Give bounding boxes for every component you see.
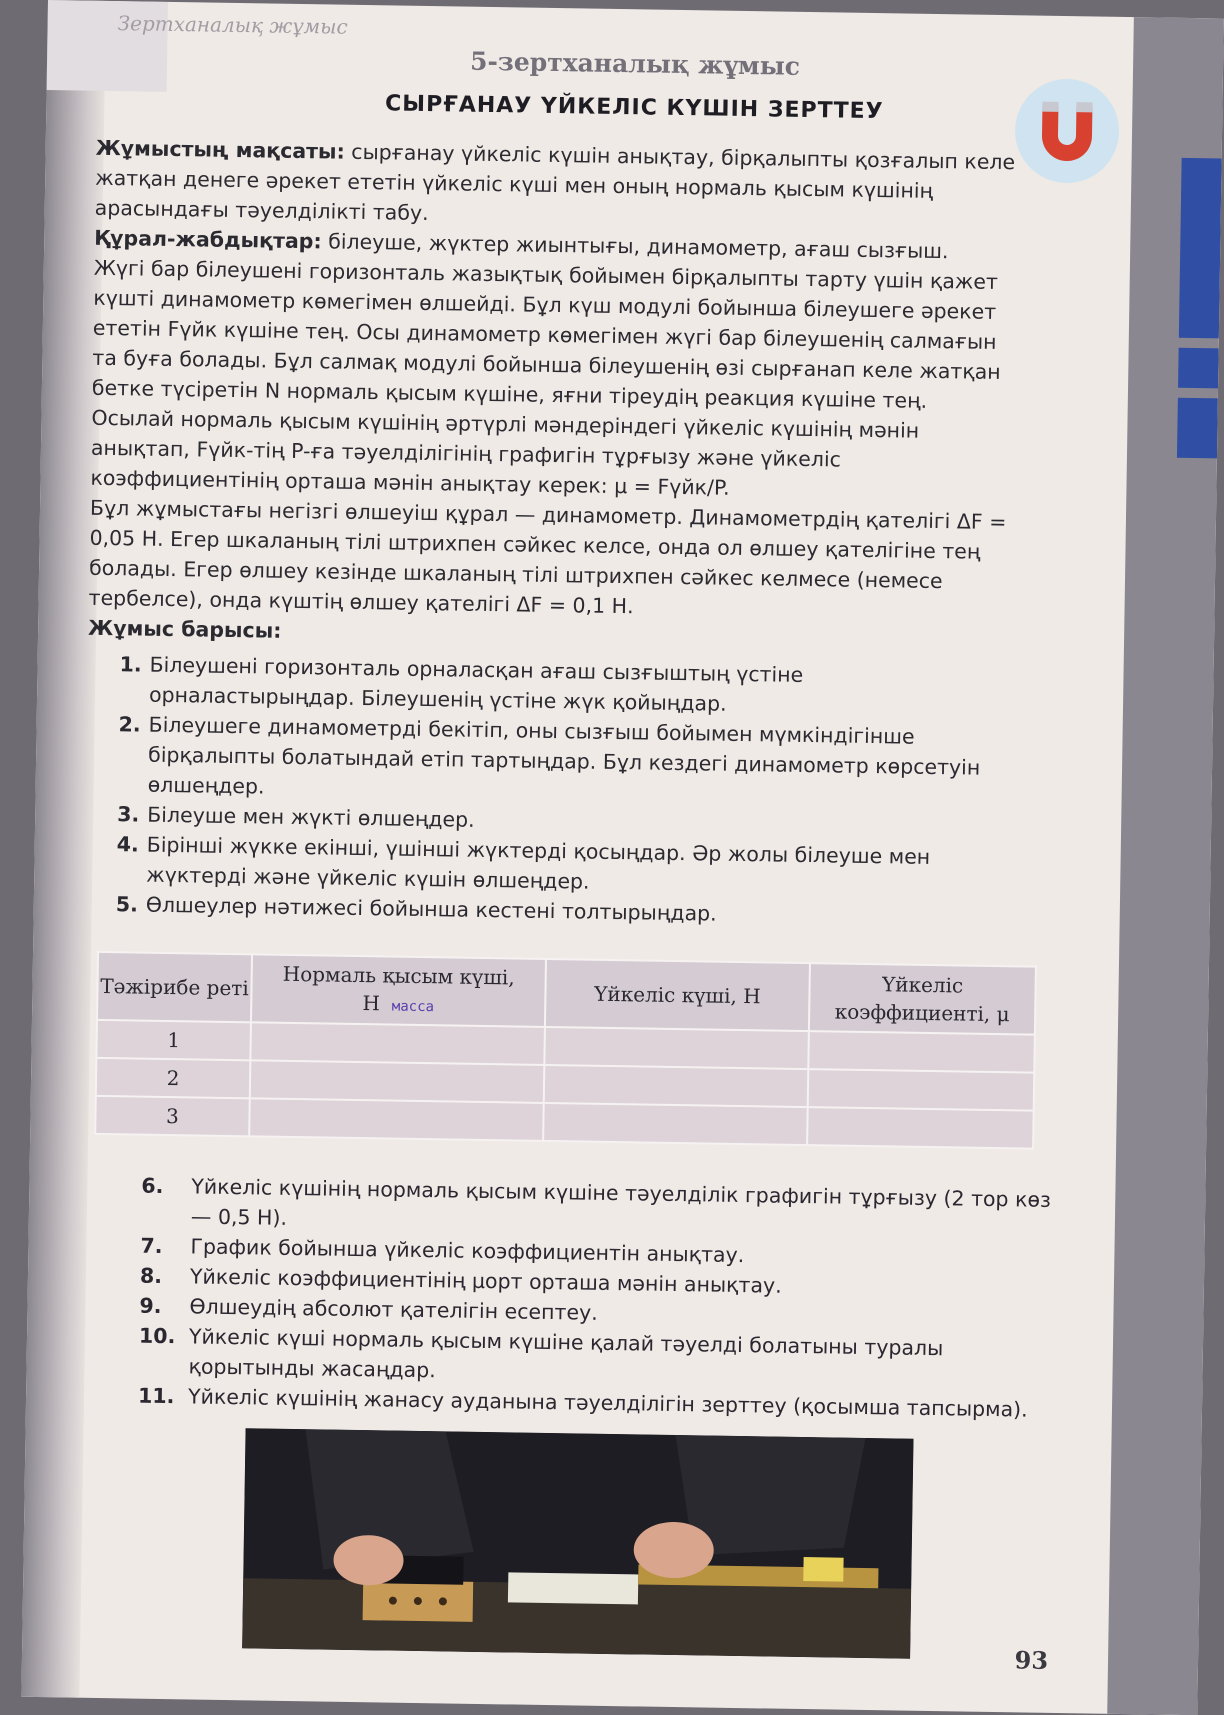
goal-paragraph (95, 133, 1016, 237)
experiment-photo (242, 1428, 913, 1658)
error-paragraph: Бұл жұмыстағы негізгі өлшеуіш құрал — динамометр. Динамометрдің қателігі ΔF = 0,05 Н. Егер шкаланың тілі штрихпен сәйкес келсе, онда ол өлшеу қателігіне тең болады. Егер өлшеу кезінде шкаланың тілі штрихпен сәйкес келмесе (немесе тербелсе), онда күштің өлшеу қателігі ΔF = 0,1 Н. (88, 495, 1007, 619)
procedure-steps-continued (76, 1169, 1060, 1424)
list-item: 6. Үйкеліс күшінің нормаль қысым күшіне тәуелділік графигін тұрғызу (2 тор көз — 0,5 Н). (141, 1173, 1052, 1230)
list-item: 10. Үйкеліс күші нормаль қысым күшіне қалай тәуелді болатыны туралы қорытынды жасаңдар. (138, 1323, 944, 1382)
procedure-label: Жұмыс барысы: (87, 615, 282, 643)
table-cell (544, 1065, 809, 1107)
results-table (94, 951, 1037, 1150)
table-cell (544, 1027, 809, 1069)
table-cell (249, 1098, 544, 1141)
equipment-text: білеуше, жүктер жиынтығы, динамометр, ағаш сызғыш. (321, 229, 949, 264)
table-header: Нормаль қысым күші, Н масса (251, 954, 546, 1027)
list-item: 8. Үйкеліс коэффициентінің μорт орташа мәнін анықтау. (139, 1263, 782, 1298)
table-cell (250, 1060, 545, 1103)
magnet-icon (1011, 75, 1123, 187)
theory-paragraph: Жүгі бар білеушені горизонталь жазықтық бойымен бірқалыпты тарту үшін қажет күшті динамометр көмегімен өлшейді. Бұл күш модулі бойынша білеушеге әрекет ететін Fүйк күшіне тең. Осы динамометр көмегімен жүгі бар білеушенің салмағын та буға болады. Бұл салмақ модулі бойынша білеушенің өзі сырғанап келе жатқан бетке түсіретін N нормаль қысым күшіне, яғни тіреудің реакция күшіне тең. Осылай нормаль қысым күшінің әртүрлі мәндеріндегі үйкеліс күшінің мәнін анықтап, Fүйк-тің P-ға тәуелділігінің графигін тұрғызу және үйкеліс коэффициентінің орташа мәнін анықтау керек: μ = Fүйк/P. (90, 255, 1001, 500)
equipment-label: Құрал-жабдықтар: (94, 225, 322, 254)
list-item: 11. Үйкеліс күшінің жанасу ауданына тәуелділігін зерттеу (қосымша тапсырма). (137, 1383, 1028, 1422)
list-item: 7. График бойынша үйкеліс коэффициентін анықтау. (140, 1233, 745, 1267)
table-cell (250, 1022, 545, 1065)
list-item: 4. Бірінші жүкке екінші, үшінші жүктерді қосыңдар. Әр жолы білеуше мен жүктерді және үйкеліс күшін өлшеңдер. (116, 832, 931, 894)
list-item: 9. Өлшеудің абсолют қателігін есептеу. (139, 1293, 598, 1325)
handwritten-note: масса (391, 998, 435, 1015)
right-edge-strip (1107, 17, 1224, 1715)
table-cell (807, 1107, 1034, 1149)
table-cell (808, 1069, 1035, 1111)
right-blue-tab (1179, 158, 1222, 339)
page-number: 93 (1014, 1645, 1049, 1675)
intro-text (84, 133, 1016, 933)
table-header: Үйкеліс коэффициенті, μ (809, 963, 1036, 1035)
textbook-page (21, 0, 1224, 1715)
row-number: 3 (95, 1096, 250, 1136)
photo-illustration (242, 1428, 913, 1658)
table-header: Үйкеліс күші, Н (545, 959, 810, 1031)
table-cell (543, 1103, 808, 1145)
goal-text: сырғанау үйкеліс күшін анықтау, бірқалыпты қозғалып келе жатқан денеге әрекет ететін үйкеліс күші мен оның нормаль қысым күшінің арасындағы тәуелділікті табу. (94, 139, 1016, 226)
list-item: 5. Өлшеулер нәтижесі бойынша кестені толтырыңдар. (115, 892, 717, 926)
list-item: 3. Білеуше мен жүкті өлшеңдер. (117, 802, 475, 832)
list-item: 1. Білеушені горизонталь орналасқан ағаш сызғыштың үстіне орналастырыңдар. Білеушенің үстіне жүк қойыңдар. (119, 652, 804, 716)
page-title: СЫРҒАНАУ ҮЙКЕЛІС КҮШІН ЗЕРТТЕУ (384, 91, 884, 125)
right-blue-tab (1178, 348, 1219, 389)
list-item: 2. Білеушеге динамометрді бекітіп, оны сызғыш бойымен мүмкіндігінше бірқалыпты болатындай етіп тартыңдар. Бұл кездегі динамометр көрсетуін өлшеңдер. (118, 712, 981, 799)
goal-label: Жұмыстың мақсаты: (95, 135, 345, 164)
running-head: Зертханалық жұмыс (117, 11, 348, 39)
lab-number: 5-зертханалық жұмыс (469, 46, 801, 81)
row-number: 1 (96, 1020, 251, 1060)
procedure-steps (84, 649, 1008, 933)
row-number: 2 (96, 1058, 251, 1098)
table-header: Тәжірибе реті (97, 952, 252, 1022)
table-cell (808, 1031, 1035, 1073)
right-blue-tab (1177, 398, 1218, 459)
